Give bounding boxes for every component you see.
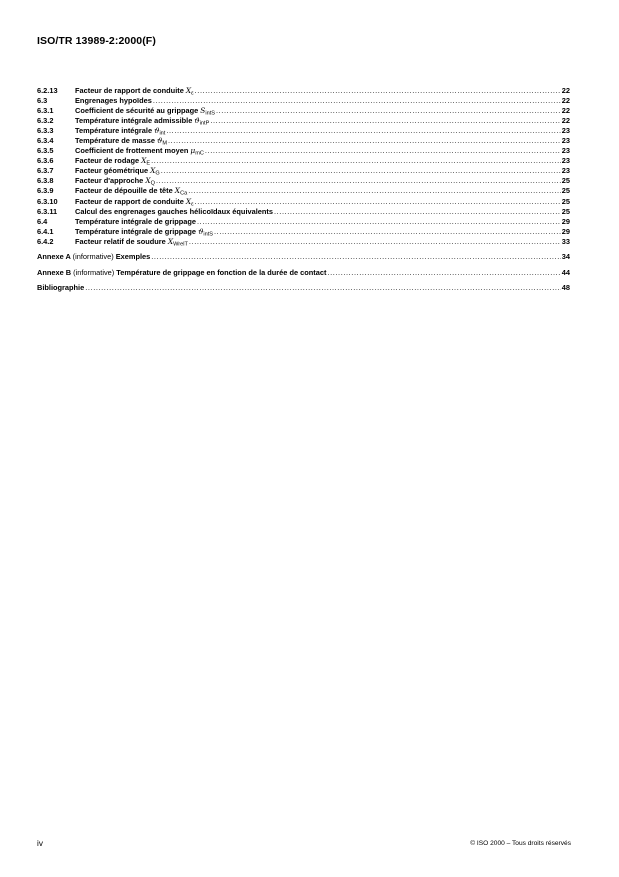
toc-entry[interactable]	[37, 136, 570, 146]
toc-leader-dots	[85, 283, 561, 293]
toc-entry-symbol-subscript: M	[162, 140, 167, 147]
toc-entry-symbol: ϑ	[157, 136, 163, 146]
toc-entry-symbol: X	[150, 166, 156, 176]
toc-annex-entry[interactable]	[37, 268, 570, 278]
toc-bibliography-entry[interactable]	[37, 283, 570, 293]
annex-label: Annexe A	[37, 252, 71, 262]
toc-leader-dots	[161, 166, 561, 176]
toc-entry-title	[75, 237, 188, 250]
toc-entry-number: 6.3.5	[37, 146, 54, 156]
toc-leader-dots	[151, 252, 561, 262]
toc-entry-title	[75, 217, 196, 227]
toc-entry-symbol-subscript: intS	[205, 110, 215, 117]
toc-leader-dots	[195, 197, 561, 207]
toc-entry-symbol-subscript: int	[159, 130, 166, 137]
toc-entry-page: 33	[561, 236, 570, 246]
annex-title	[37, 268, 326, 278]
toc-entry[interactable]	[37, 156, 570, 166]
toc-entry-page: 25	[561, 176, 570, 186]
toc-entry-title-text: Facteur de rapport de conduite	[75, 196, 186, 206]
annex-label: Annexe B	[37, 267, 72, 277]
toc-entry-page: 22	[561, 96, 570, 106]
bibliography-page: 48	[561, 283, 570, 293]
toc-entry-title-text: Température intégrale admissible	[75, 116, 195, 126]
toc-entry[interactable]	[37, 146, 570, 156]
toc-entry-symbol-subscript: Q	[150, 180, 155, 187]
toc-entry-title-text: Facteur de rapport de conduite	[75, 86, 186, 95]
toc-entry-page: 29	[561, 216, 570, 226]
annex-type: (informative)	[73, 267, 115, 277]
toc-entry-page: 23	[561, 156, 570, 166]
toc-entry-title-text: Coefficient de sécurité au grippage	[75, 106, 201, 116]
toc-entry-symbol: X	[167, 236, 174, 246]
toc-entry-number: 6.2.13	[37, 86, 58, 95]
toc-entry-symbol-subscript: ε	[191, 201, 194, 208]
toc-entry-symbol: ϑ	[194, 116, 200, 126]
toc-entry-symbol: X	[141, 156, 147, 166]
toc-entry-number: 6.3.4	[37, 136, 54, 146]
toc-entry[interactable]	[37, 197, 570, 207]
toc-entry-number: 6.3.2	[37, 116, 54, 126]
toc-entry-symbol-subscript: ε	[191, 90, 194, 97]
toc-leader-dots	[151, 156, 561, 166]
document-id-header: ISO/TR 13989-2:2000(F)	[37, 35, 156, 47]
bibliography-title: Bibliographie	[37, 283, 85, 293]
toc-annex-entry[interactable]	[37, 252, 570, 262]
toc-entry-title-text: Température intégrale de grippage	[75, 226, 199, 236]
toc-entry[interactable]	[37, 86, 570, 96]
toc-entry-number: 6.3.6	[37, 156, 54, 166]
toc-entry-page: 22	[561, 116, 570, 126]
toc-entry-symbol-subscript: mC	[195, 150, 204, 157]
toc-entry[interactable]	[37, 217, 570, 227]
toc-entry-page: 29	[561, 226, 570, 236]
toc-entry[interactable]	[37, 126, 570, 136]
toc-leader-dots	[274, 207, 561, 217]
toc-entry-page: 25	[561, 206, 570, 216]
toc-entry-page: 23	[561, 136, 570, 146]
toc-leader-dots	[188, 186, 561, 196]
toc-entry-number: 6.3	[37, 96, 48, 106]
toc-entry-number: 6.3.3	[37, 126, 54, 136]
toc-entry-symbol-subscript: E	[146, 160, 151, 167]
toc-entry-symbol: X	[185, 196, 192, 206]
toc-entry-page: 23	[561, 126, 570, 136]
page-number-footer: iv	[37, 839, 43, 848]
toc-leader-dots	[166, 126, 560, 136]
toc-entry-title-text: Facteur de dépouille de tête	[75, 186, 175, 196]
toc-entry-number: 6.3.1	[37, 106, 54, 116]
toc-entry-title-text: Facteur d'approche	[75, 176, 146, 186]
toc-entry[interactable]	[37, 166, 570, 176]
toc-leader-dots	[327, 268, 560, 278]
toc-entry-symbol-subscript: intP	[199, 120, 210, 127]
annex-type: (informative)	[72, 252, 114, 262]
toc-entry-title-text: Engrenages hypoïdes	[75, 96, 152, 106]
annex-title	[37, 252, 150, 262]
toc-entry-symbol-subscript: G	[155, 170, 160, 177]
toc-entry-number: 6.3.10	[37, 196, 58, 206]
toc-entry[interactable]	[37, 207, 570, 217]
toc-entry-title-text: Température intégrale de grippage	[75, 216, 197, 226]
toc-entry[interactable]	[37, 106, 570, 116]
toc-entry[interactable]	[37, 186, 570, 196]
toc-entry-page: 25	[561, 186, 570, 196]
toc-entry-page: 22	[561, 86, 570, 95]
toc-entry-page: 23	[561, 166, 570, 176]
annex-title-text: Température de grippage en fonction de la durée de contact	[116, 267, 327, 277]
toc-leader-dots	[205, 146, 561, 156]
toc-entry-symbol: S	[200, 106, 206, 116]
table-of-contents	[37, 86, 570, 293]
toc-entry-title-text: Coefficient de frottement moyen	[75, 146, 191, 156]
toc-entry-number: 6.4	[37, 216, 48, 226]
toc-entry-page: 22	[561, 106, 570, 116]
annex-title-text: Exemples	[115, 252, 151, 262]
annex-page: 44	[561, 267, 570, 277]
toc-entry-number: 6.3.11	[37, 206, 58, 216]
toc-entry-number: 6.3.7	[37, 166, 54, 176]
toc-entry-page: 25	[561, 196, 570, 206]
toc-entry-number: 6.3.9	[37, 186, 54, 196]
toc-entry[interactable]	[37, 227, 570, 237]
toc-entry-number: 6.4.1	[37, 226, 54, 236]
toc-entry-title-text: Facteur relatif de soudure	[75, 236, 168, 246]
toc-leader-dots	[216, 106, 561, 116]
toc-leader-dots	[156, 176, 561, 186]
toc-leader-dots	[189, 237, 561, 247]
toc-entry[interactable]	[37, 96, 570, 106]
toc-entry-title-text: Température intégrale	[75, 126, 155, 136]
toc-entry-symbol: μ	[190, 146, 196, 156]
toc-entry-title-text: Facteur géométrique	[75, 166, 151, 176]
toc-leader-dots	[168, 136, 561, 146]
toc-entry[interactable]	[37, 237, 570, 247]
toc-entry-symbol: X	[174, 186, 181, 196]
toc-entry-symbol: X	[145, 176, 151, 186]
toc-leader-dots	[153, 96, 561, 106]
toc-entry[interactable]	[37, 116, 570, 126]
toc-entry-title-text: Température de masse	[75, 136, 158, 146]
toc-entry-title-text: Facteur de rodage	[75, 156, 142, 166]
toc-entry-symbol-subscript: Ca	[180, 190, 188, 197]
toc-leader-dots	[197, 217, 561, 227]
toc-entry-title-text: Calcul des engrenages gauches hélicoïdaux équivalents	[75, 206, 273, 216]
toc-entry-symbol-subscript: WrelT	[173, 241, 188, 248]
toc-entry-number: 6.4.2	[37, 236, 54, 246]
copyright-footer: © ISO 2000 – Tous droits réservés	[470, 840, 571, 847]
toc-entry-title	[75, 96, 152, 106]
toc-entry-symbol: ϑ	[198, 226, 204, 236]
toc-leader-dots	[210, 116, 560, 126]
toc-entry-symbol-subscript: intS	[203, 231, 214, 238]
toc-entry[interactable]	[37, 176, 570, 186]
toc-entry-symbol: ϑ	[154, 126, 160, 136]
toc-leader-dots	[214, 227, 561, 237]
annex-page: 34	[561, 252, 570, 262]
toc-entry-number: 6.3.8	[37, 176, 54, 186]
toc-entry-symbol: X	[185, 86, 192, 95]
toc-entry-page: 23	[561, 146, 570, 156]
toc-entry-title	[75, 207, 273, 217]
toc-leader-dots	[195, 86, 561, 96]
